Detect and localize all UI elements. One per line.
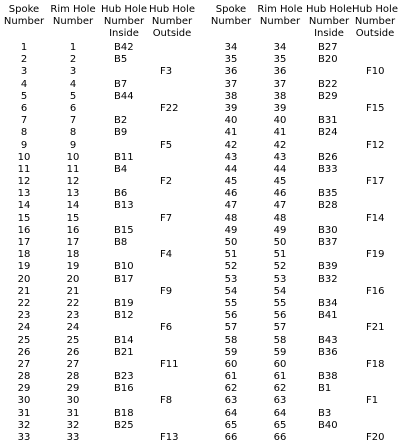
rim-hole-number-cell: 65	[273, 419, 287, 431]
hub-hole-inside-cell: B20	[318, 54, 338, 66]
hub-hole-inside-cell: B4	[114, 163, 128, 175]
table-row	[0, 298, 400, 310]
hub-hole-inside-cell: B17	[114, 273, 134, 285]
rim-hole-number-cell: 15	[66, 212, 80, 224]
spoke-number-cell: 30	[17, 395, 31, 407]
spoke-number-cell: 42	[224, 139, 238, 151]
rim-hole-number-cell: 57	[273, 322, 287, 334]
spoke-number-cell: 46	[224, 188, 238, 200]
spoke-number-cell: 29	[17, 383, 31, 395]
hub-hole-inside-cell: B41	[318, 310, 338, 322]
table-row	[0, 408, 400, 420]
rim-hole-number-cell: 43	[273, 151, 287, 163]
hub-hole-outside-cell: F3	[160, 66, 173, 78]
hub-hole-inside-cell: B34	[318, 297, 338, 309]
rim-hole-number-cell: 3	[69, 66, 77, 78]
hub-hole-inside-cell: B36	[318, 346, 338, 358]
rim-hole-number-cell: 33	[66, 432, 80, 443]
rim-hole-number-cell: 37	[273, 78, 287, 90]
hub-hole-inside-cell: B10	[114, 261, 134, 273]
hub-hole-outside-cell: F2	[160, 176, 173, 188]
spoke-number-cell: 33	[17, 432, 31, 443]
rim-hole-number-cell: 20	[66, 273, 80, 285]
table-row	[0, 322, 400, 334]
rim-hole-number-cell: 46	[273, 188, 287, 200]
rim-hole-number-cell: 8	[69, 127, 77, 139]
hub-hole-inside-cell: B31	[318, 115, 338, 127]
spoke-number-cell: 65	[224, 419, 238, 431]
hub-hole-inside-cell: B15	[114, 224, 134, 236]
rim-hole-number-cell: 7	[69, 115, 77, 127]
rim-hole-number-cell: 66	[273, 432, 287, 443]
spoke-number-cell: 13	[17, 188, 31, 200]
rim-hole-number-cell: 25	[66, 334, 80, 346]
spoke-number-cell: 12	[17, 176, 31, 188]
table-row	[0, 42, 400, 54]
rim-hole-number-cell: 4	[69, 78, 77, 90]
rim-hole-number-cell: 59	[273, 346, 287, 358]
hub-hole-inside-cell: B23	[114, 371, 134, 383]
rim-hole-number-cell: 10	[66, 151, 80, 163]
spoke-number-cell: 24	[17, 322, 31, 334]
hub-hole-inside-cell: B3	[318, 407, 332, 419]
table-row	[0, 164, 400, 176]
rim-hole-number-cell: 27	[66, 358, 80, 370]
rim-hole-number-cell: 16	[66, 224, 80, 236]
spoke-number-cell: 15	[17, 212, 31, 224]
spoke-number-cell: 39	[224, 102, 238, 114]
table-row	[0, 176, 400, 188]
hub-hole-inside-cell: B38	[318, 371, 338, 383]
table-row	[0, 103, 400, 115]
spoke-number-cell: 43	[224, 151, 238, 163]
table-row	[0, 237, 400, 249]
spoke-number-cell: 57	[224, 322, 238, 334]
hub-hole-inside-cell: B5	[114, 54, 128, 66]
spoke-number-cell: 61	[224, 371, 238, 383]
rim-hole-number-cell: 41	[273, 127, 287, 139]
table-row	[0, 420, 400, 432]
hub-hole-inside-cell: B6	[114, 188, 128, 200]
rim-hole-number-cell: 53	[273, 273, 287, 285]
rim-hole-number-cell: 34	[273, 42, 287, 53]
hub-hole-inside-cell: B9	[114, 127, 128, 139]
hub-hole-inside-cell: B29	[318, 90, 338, 102]
rim-hole-number-cell: 28	[66, 371, 80, 383]
hub-hole-inside-cell: B39	[318, 261, 338, 273]
spoke-number-cell: 27	[17, 358, 31, 370]
rim-hole-number-cell: 9	[69, 139, 77, 151]
spoke-number-cell: 5	[20, 90, 28, 102]
rim-hole-number-cell: 1	[69, 42, 77, 53]
rim-hole-number-cell: 18	[66, 249, 80, 261]
hub-hole-inside-cell: B26	[318, 151, 338, 163]
hub-hole-outside-cell: F22	[160, 102, 179, 114]
rim-hole-number-cell: 49	[273, 224, 287, 236]
spoke-number-cell: 59	[224, 346, 238, 358]
spoke-number-cell: 47	[224, 200, 238, 212]
spoke-number-cell: 32	[17, 419, 31, 431]
spoke-number-cell: 50	[224, 237, 238, 248]
rim-hole-number-cell: 24	[66, 322, 80, 334]
rim-hole-number-cell: 47	[273, 200, 287, 212]
hub-hole-outside-cell: F18	[366, 358, 385, 370]
spoke-number-cell: 22	[17, 297, 31, 309]
hub-hole-outside-cell: F14	[366, 212, 385, 224]
spoke-number-cell: 26	[17, 346, 31, 358]
table-row	[0, 274, 400, 286]
hub-hole-outside-cell: F19	[366, 249, 385, 261]
spoke-number-cell: 7	[20, 115, 28, 127]
rim-hole-number-cell: 17	[66, 237, 80, 248]
hub-hole-outside-cell: F20	[366, 432, 385, 443]
table-row	[0, 371, 400, 383]
table-row	[0, 66, 400, 78]
hub-hole-outside-cell: F1	[366, 395, 379, 407]
rim-hole-number-cell: 51	[273, 249, 287, 261]
hub-hole-inside-cell: B7	[114, 78, 128, 90]
rim-hole-number-cell: 21	[66, 285, 80, 297]
table-row	[0, 213, 400, 225]
spoke-number-cell: 4	[20, 78, 28, 90]
table-row	[0, 335, 400, 347]
rim-hole-number-cell: 40	[273, 115, 287, 127]
rim-hole-number-cell: 38	[273, 90, 287, 102]
hub-hole-outside-cell: F21	[366, 322, 385, 334]
table-row	[0, 286, 400, 298]
hub-hole-inside-cell: B16	[114, 383, 134, 395]
table-row	[0, 54, 400, 66]
spoke-number-cell: 53	[224, 273, 238, 285]
table-row	[0, 91, 400, 103]
rim-hole-number-cell: 5	[69, 90, 77, 102]
header-hub-hole-outside-right: Hub Hole Number Outside	[352, 4, 398, 39]
hub-hole-inside-cell: B27	[318, 42, 338, 53]
table-row	[0, 347, 400, 359]
spoke-number-cell: 38	[224, 90, 238, 102]
hub-hole-outside-cell: F5	[160, 139, 173, 151]
rim-hole-number-cell: 50	[273, 237, 287, 248]
rim-hole-number-cell: 12	[66, 176, 80, 188]
hub-hole-outside-cell: F8	[160, 395, 173, 407]
spoke-number-cell: 20	[17, 273, 31, 285]
table-row	[0, 152, 400, 164]
table-row	[0, 225, 400, 237]
table-row	[0, 261, 400, 273]
table-row	[0, 188, 400, 200]
spoke-number-cell: 45	[224, 176, 238, 188]
spoke-number-cell: 17	[17, 237, 31, 248]
spoke-number-cell: 9	[20, 139, 28, 151]
table-row	[0, 249, 400, 261]
rim-hole-number-cell: 22	[66, 297, 80, 309]
rim-hole-number-cell: 42	[273, 139, 287, 151]
hub-hole-outside-cell: F13	[160, 432, 179, 443]
spoke-number-cell: 66	[224, 432, 238, 443]
spoke-number-cell: 37	[224, 78, 238, 90]
spoke-number-cell: 35	[224, 54, 238, 66]
spoke-number-cell: 19	[17, 261, 31, 273]
hub-hole-inside-cell: B8	[114, 237, 128, 248]
header-rim-hole-number-right: Rim Hole Number	[257, 4, 303, 27]
header-rim-hole-number-left: Rim Hole Number	[50, 4, 96, 27]
hub-hole-outside-cell: F16	[366, 285, 385, 297]
rim-hole-number-cell: 36	[273, 66, 287, 78]
hub-hole-inside-cell: B14	[114, 334, 134, 346]
table-row	[0, 79, 400, 91]
rim-hole-number-cell: 60	[273, 358, 287, 370]
spoke-number-cell: 8	[20, 127, 28, 139]
spoke-number-cell: 54	[224, 285, 238, 297]
spoke-number-cell: 56	[224, 310, 238, 322]
rim-hole-number-cell: 26	[66, 346, 80, 358]
table-row	[0, 432, 400, 444]
hub-hole-outside-cell: F7	[160, 212, 173, 224]
spoke-number-cell: 62	[224, 383, 238, 395]
spoke-number-cell: 34	[224, 42, 238, 53]
rim-hole-number-cell: 13	[66, 188, 80, 200]
hub-hole-inside-cell: B40	[318, 419, 338, 431]
spoke-number-cell: 16	[17, 224, 31, 236]
hub-hole-inside-cell: B1	[318, 383, 332, 395]
spoke-number-cell: 48	[224, 212, 238, 224]
header-spoke-number-right: Spoke Number	[210, 4, 252, 27]
hub-hole-inside-cell: B11	[114, 151, 134, 163]
hub-hole-outside-cell: F11	[160, 358, 179, 370]
header-hub-hole-inside-right: Hub Hole Number Inside	[306, 4, 352, 39]
hub-hole-outside-cell: F15	[366, 102, 385, 114]
spoke-number-cell: 49	[224, 224, 238, 236]
spoke-number-cell: 60	[224, 358, 238, 370]
rim-hole-number-cell: 2	[69, 54, 77, 66]
hub-hole-inside-cell: B33	[318, 163, 338, 175]
table-row	[0, 140, 400, 152]
spoke-number-cell: 51	[224, 249, 238, 261]
table-row	[0, 115, 400, 127]
rim-hole-number-cell: 11	[66, 163, 80, 175]
spoke-number-cell: 55	[224, 297, 238, 309]
hub-hole-inside-cell: B44	[114, 90, 134, 102]
spoke-number-cell: 28	[17, 371, 31, 383]
spoke-number-cell: 3	[20, 66, 28, 78]
hub-hole-outside-cell: F6	[160, 322, 173, 334]
spoke-number-cell: 1	[20, 42, 28, 53]
header-spoke-number-left: Spoke Number	[3, 4, 45, 27]
hub-hole-inside-cell: B13	[114, 200, 134, 212]
rim-hole-number-cell: 61	[273, 371, 287, 383]
hub-hole-inside-cell: B19	[114, 297, 134, 309]
rim-hole-number-cell: 6	[69, 102, 77, 114]
rim-hole-number-cell: 48	[273, 212, 287, 224]
rim-hole-number-cell: 30	[66, 395, 80, 407]
hub-hole-inside-cell: B43	[318, 334, 338, 346]
hub-hole-outside-cell: F10	[366, 66, 385, 78]
table-row	[0, 395, 400, 407]
hub-hole-outside-cell: F12	[366, 139, 385, 151]
rim-hole-number-cell: 55	[273, 297, 287, 309]
spoke-number-cell: 41	[224, 127, 238, 139]
table-row	[0, 359, 400, 371]
rim-hole-number-cell: 23	[66, 310, 80, 322]
hub-hole-inside-cell: B32	[318, 273, 338, 285]
hub-hole-inside-cell: B30	[318, 224, 338, 236]
table-row	[0, 310, 400, 322]
rim-hole-number-cell: 54	[273, 285, 287, 297]
rim-hole-number-cell: 58	[273, 334, 287, 346]
spoke-number-cell: 44	[224, 163, 238, 175]
hub-hole-inside-cell: B18	[114, 407, 134, 419]
rim-hole-number-cell: 56	[273, 310, 287, 322]
spoke-number-cell: 21	[17, 285, 31, 297]
rim-hole-number-cell: 29	[66, 383, 80, 395]
spoke-number-cell: 64	[224, 407, 238, 419]
rim-hole-number-cell: 31	[66, 407, 80, 419]
rim-hole-number-cell: 19	[66, 261, 80, 273]
rim-hole-number-cell: 32	[66, 419, 80, 431]
table-body	[0, 42, 400, 444]
hub-hole-inside-cell: B25	[114, 419, 134, 431]
spoke-number-cell: 10	[17, 151, 31, 163]
rim-hole-number-cell: 62	[273, 383, 287, 395]
rim-hole-number-cell: 52	[273, 261, 287, 273]
hub-hole-inside-cell: B35	[318, 188, 338, 200]
hub-hole-inside-cell: B21	[114, 346, 134, 358]
hub-hole-inside-cell: B37	[318, 237, 338, 248]
hub-hole-outside-cell: F4	[160, 249, 173, 261]
hub-hole-inside-cell: B28	[318, 200, 338, 212]
spoke-number-cell: 63	[224, 395, 238, 407]
spoke-number-cell: 14	[17, 200, 31, 212]
hub-hole-inside-cell: B2	[114, 115, 128, 127]
hub-hole-inside-cell: B42	[114, 42, 134, 53]
rim-hole-number-cell: 45	[273, 176, 287, 188]
rim-hole-number-cell: 44	[273, 163, 287, 175]
spoke-number-cell: 40	[224, 115, 238, 127]
hub-hole-outside-cell: F17	[366, 176, 385, 188]
spoke-number-cell: 6	[20, 102, 28, 114]
hub-hole-inside-cell: B24	[318, 127, 338, 139]
spoke-number-cell: 23	[17, 310, 31, 322]
hub-hole-outside-cell: F9	[160, 285, 173, 297]
spoke-number-cell: 25	[17, 334, 31, 346]
rim-hole-number-cell: 63	[273, 395, 287, 407]
spoke-number-cell: 2	[20, 54, 28, 66]
table-row	[0, 383, 400, 395]
rim-hole-number-cell: 64	[273, 407, 287, 419]
header-hub-hole-outside-left: Hub Hole Number Outside	[149, 4, 195, 39]
hub-hole-inside-cell: B12	[114, 310, 134, 322]
spoke-number-cell: 36	[224, 66, 238, 78]
rim-hole-number-cell: 35	[273, 54, 287, 66]
spoke-number-cell: 31	[17, 407, 31, 419]
table-row	[0, 127, 400, 139]
header-hub-hole-inside-left: Hub Hole Number Inside	[101, 4, 147, 39]
spoke-number-cell: 52	[224, 261, 238, 273]
rim-hole-number-cell: 14	[66, 200, 80, 212]
table-row	[0, 200, 400, 212]
spoke-number-cell: 58	[224, 334, 238, 346]
hub-hole-inside-cell: B22	[318, 78, 338, 90]
spoke-number-cell: 18	[17, 249, 31, 261]
spoke-number-cell: 11	[17, 163, 31, 175]
rim-hole-number-cell: 39	[273, 102, 287, 114]
